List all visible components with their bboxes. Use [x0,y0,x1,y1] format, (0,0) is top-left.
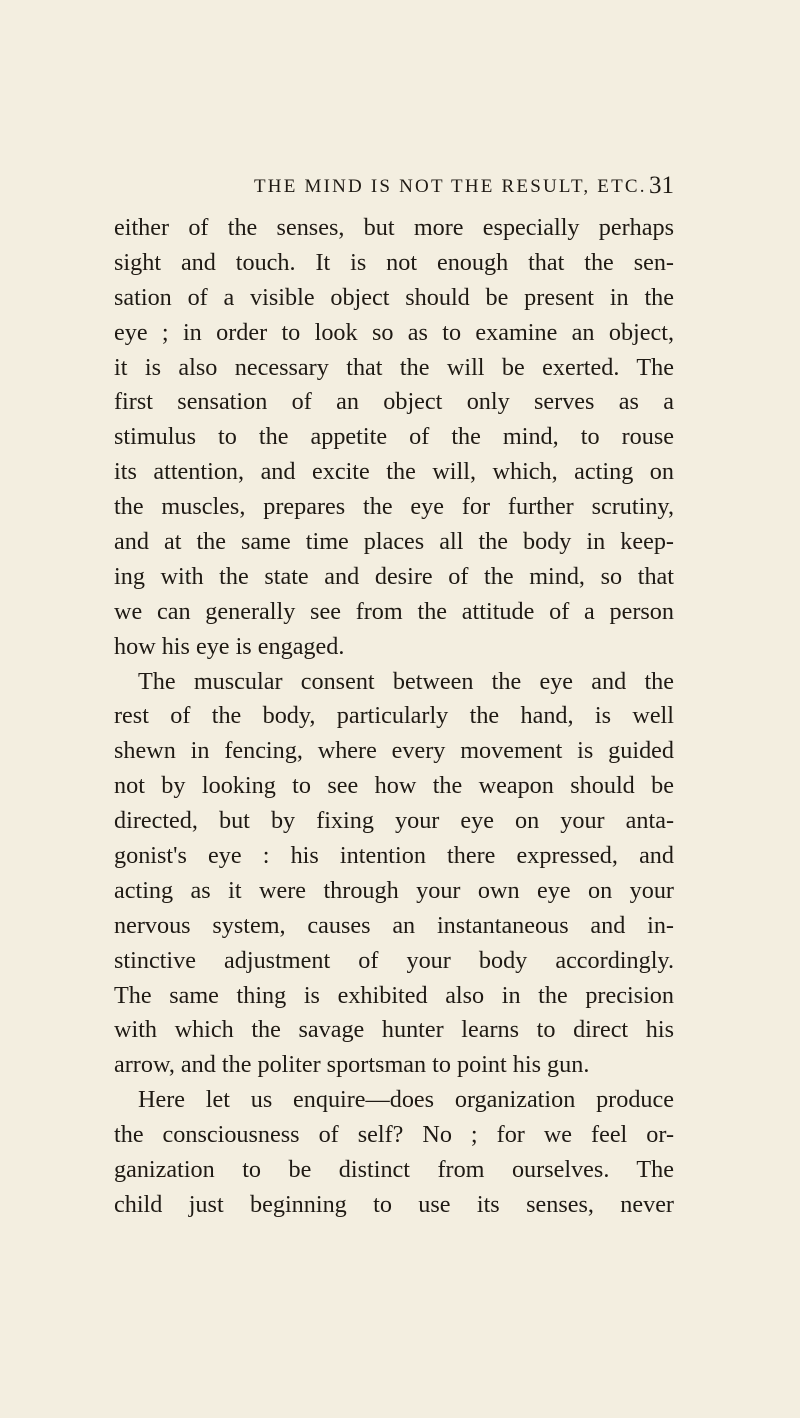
text-line: ganization to be distinct from ourselves. The [114,1156,674,1184]
text-line: ing with the state and desire of the mind, so that [114,562,674,590]
text-line: stimulus to the appetite of the mind, to rouse [114,423,674,451]
body-text [114,211,674,1223]
text-line: The muscular consent between the eye and the [138,667,674,695]
text-line: shewn in fencing, where every movement is guided [114,737,674,765]
text-line: gonist's eye : his intention there expressed, and [114,842,674,870]
text-line: Here let us enquire—does organization produce [138,1086,674,1114]
text-line: nervous system, causes an instantaneous and in- [114,911,674,939]
text-line: sight and touch. It is not enough that the sen- [114,248,674,276]
text-line: rest of the body, particularly the hand, is well [114,702,674,730]
text-line: we can generally see from the attitude of a person [114,597,674,625]
text-line: The same thing is exhibited also in the precision [114,981,674,1009]
text-line: first sensation of an object only serves as a [114,388,674,416]
text-line: arrow, and the politer sportsman to point his gun. [114,1051,590,1079]
running-title: THE MIND IS NOT THE RESULT, ETC. [254,176,647,197]
text-line: not by looking to see how the weapon should be [114,772,674,800]
text-line: the muscles, prepares the eye for further scrutiny, [114,493,674,521]
text-line: acting as it were through your own eye on your [114,876,674,904]
text-line: eye ; in order to look so as to examine an object, [114,318,674,346]
text-line: it is also necessary that the will be exerted. The [114,353,674,381]
text-line: child just beginning to use its senses, never [114,1190,674,1218]
text-line: sation of a visible object should be present in the [114,283,674,311]
text-line: with which the savage hunter learns to direct his [114,1016,674,1044]
page-number: 31 [649,172,674,199]
text-line: the consciousness of self? No ; for we feel or- [114,1121,674,1149]
text-line: stinctive adjustment of your body accordingly. [114,946,674,974]
text-line: directed, but by fixing your eye on your anta- [114,807,674,835]
text-line: its attention, and excite the will, which, acting on [114,458,674,486]
text-line: and at the same time places all the body in keep- [114,528,674,556]
text-line: either of the senses, but more especially perhaps [114,214,674,241]
page-header [254,172,674,206]
text-line: how his eye is engaged. [114,632,345,660]
